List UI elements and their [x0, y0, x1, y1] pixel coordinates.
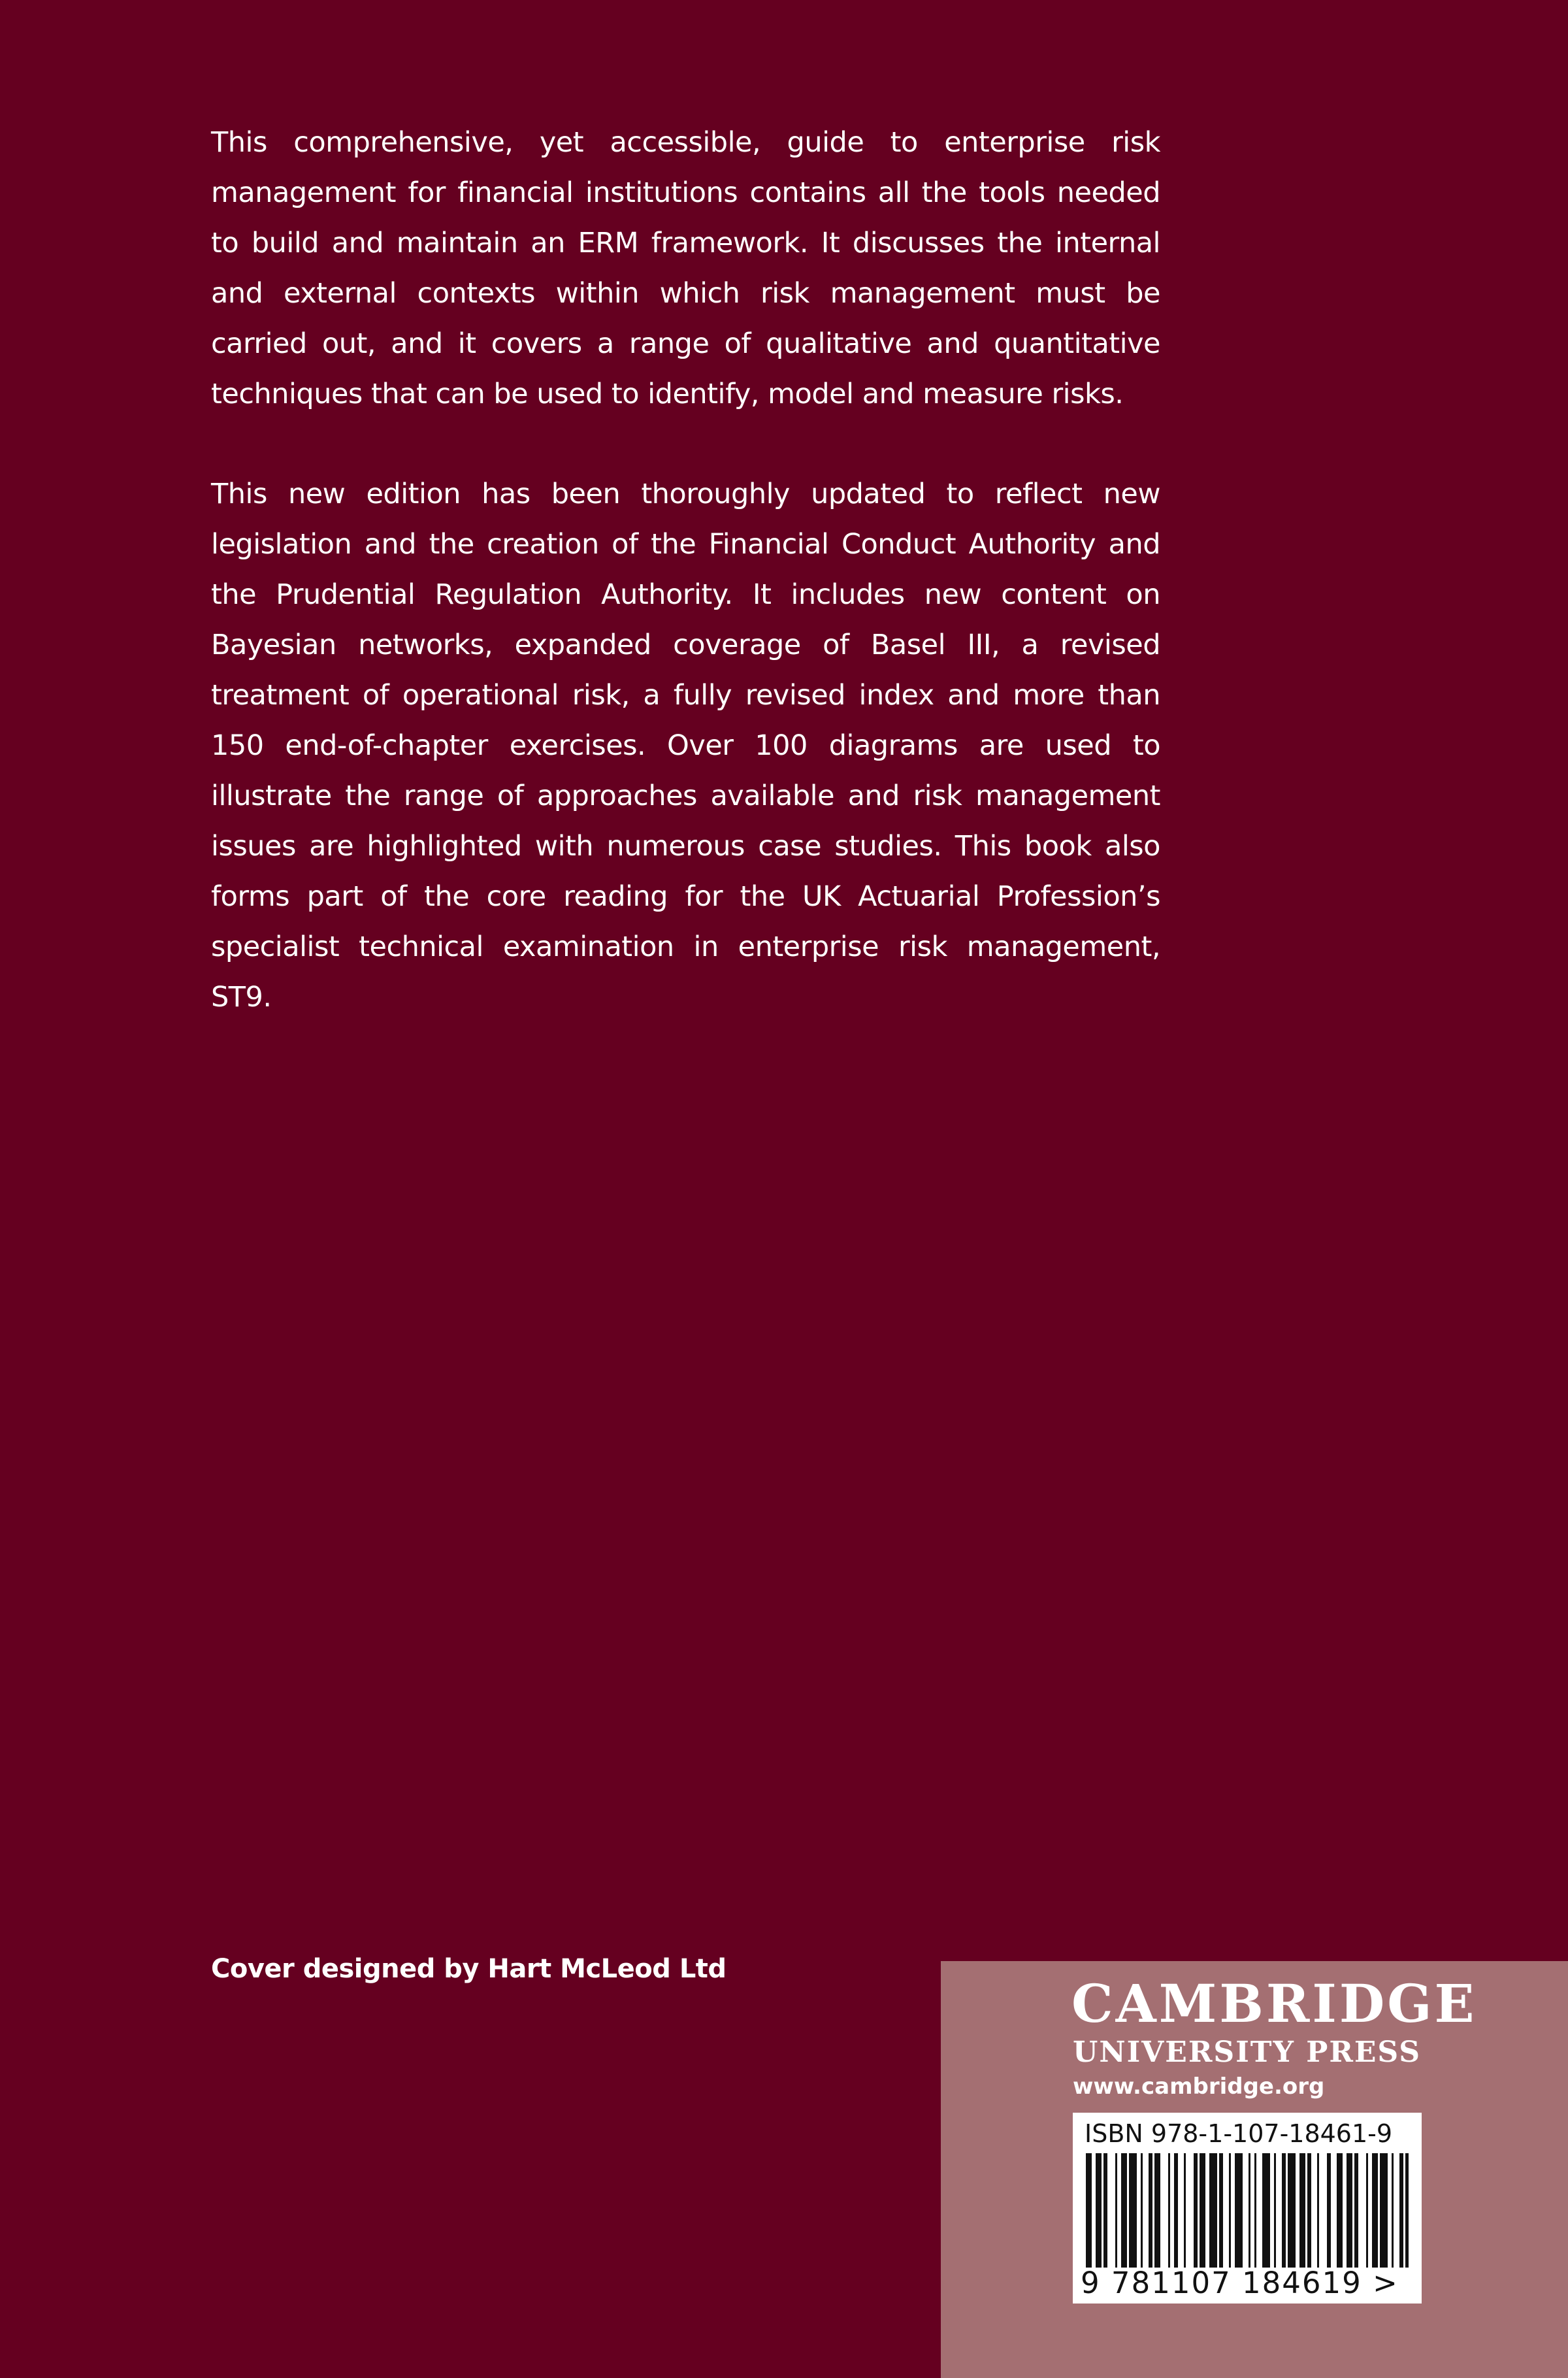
blurb-paragraph-2: This new edition has been thoroughly updated to reflect new legislation and the creation of the Financial Conduct Authority and the Prudential Regulation Authority. It includes new content on Bayesian networks, expanded coverage of Basel III, a revised treatment of operational risk, a fully revised index and more than 150 end-of-chapter exercises. Over 100 diagrams are used to illustrate the range of approaches available and risk management issues are highlighted with numerous case studies. This book also forms part of the core reading for the UK Actuarial Profession’s specialist technical examination in enterprise risk management, ST9.	[211, 478, 1160, 1014]
barcode-bar	[1154, 2153, 1160, 2268]
barcode-bar	[1317, 2153, 1319, 2268]
barcode-bar	[1168, 2153, 1170, 2268]
blurb-paragraph-1: This comprehensive, yet accessible, guide to enterprise risk management for financial institutions contains all the tools needed to build and maintain an ERM framework. It discusses the internal and external contexts within which risk management must be carried out, and it covers a range of qualitative and quantitative techniques that can be used to identify, model and measure risks.	[211, 126, 1160, 410]
barcode-icon	[1086, 2153, 1409, 2268]
publisher-name: CAMBRIDGE	[1071, 1973, 1477, 2034]
barcode-bar	[1307, 2153, 1311, 2268]
barcode-bar	[1184, 2153, 1186, 2268]
barcode-bar	[1149, 2153, 1152, 2268]
barcode-bar	[1299, 2153, 1305, 2268]
barcode-bar	[1354, 2153, 1358, 2268]
barcode-bar	[1129, 2153, 1137, 2268]
barcode-bar	[1249, 2153, 1250, 2268]
barcode-bar	[1200, 2153, 1205, 2268]
barcode-bar	[1209, 2153, 1217, 2268]
barcode-bar	[1235, 2153, 1243, 2268]
barcode-bar	[1282, 2153, 1286, 2268]
barcode-bar	[1229, 2153, 1231, 2268]
barcode-bar	[1372, 2153, 1378, 2268]
barcode-bar	[1392, 2153, 1394, 2268]
barcode-bar	[1288, 2153, 1296, 2268]
barcode-bar	[1254, 2153, 1256, 2268]
barcode-bar	[1115, 2153, 1117, 2268]
barcode-bar	[1380, 2153, 1388, 2268]
publisher-subtitle: UNIVERSITY PRESS	[1073, 2036, 1422, 2069]
barcode-bar	[1194, 2153, 1198, 2268]
barcode-bar	[1327, 2153, 1331, 2268]
barcode-bar	[1405, 2153, 1409, 2268]
blurb-text	[211, 118, 1160, 1072]
barcode-bar	[1274, 2153, 1276, 2268]
barcode-bar	[1096, 2153, 1102, 2268]
publisher-url: www.cambridge.org	[1073, 2073, 1325, 2100]
publisher-panel	[941, 1961, 1568, 2378]
barcode-bar	[1103, 2153, 1107, 2268]
isbn-label: ISBN 978-1-107-18461-9	[1085, 2119, 1393, 2148]
barcode-bar	[1262, 2153, 1270, 2268]
cover-credit: Cover designed by Hart McLeod Ltd	[211, 1954, 727, 1984]
barcode-bar	[1086, 2153, 1092, 2268]
barcode-bar	[1366, 2153, 1368, 2268]
barcode-bar	[1121, 2153, 1127, 2268]
barcode-bar	[1219, 2153, 1223, 2268]
barcode-bar	[1174, 2153, 1178, 2268]
barcode-bar	[1399, 2153, 1403, 2268]
barcode-number: 9 781107 184619 >	[1081, 2266, 1399, 2300]
barcode-bar	[1347, 2153, 1352, 2268]
barcode-bar	[1337, 2153, 1343, 2268]
barcode-bar	[1141, 2153, 1143, 2268]
barcode-box	[1073, 2113, 1422, 2304]
